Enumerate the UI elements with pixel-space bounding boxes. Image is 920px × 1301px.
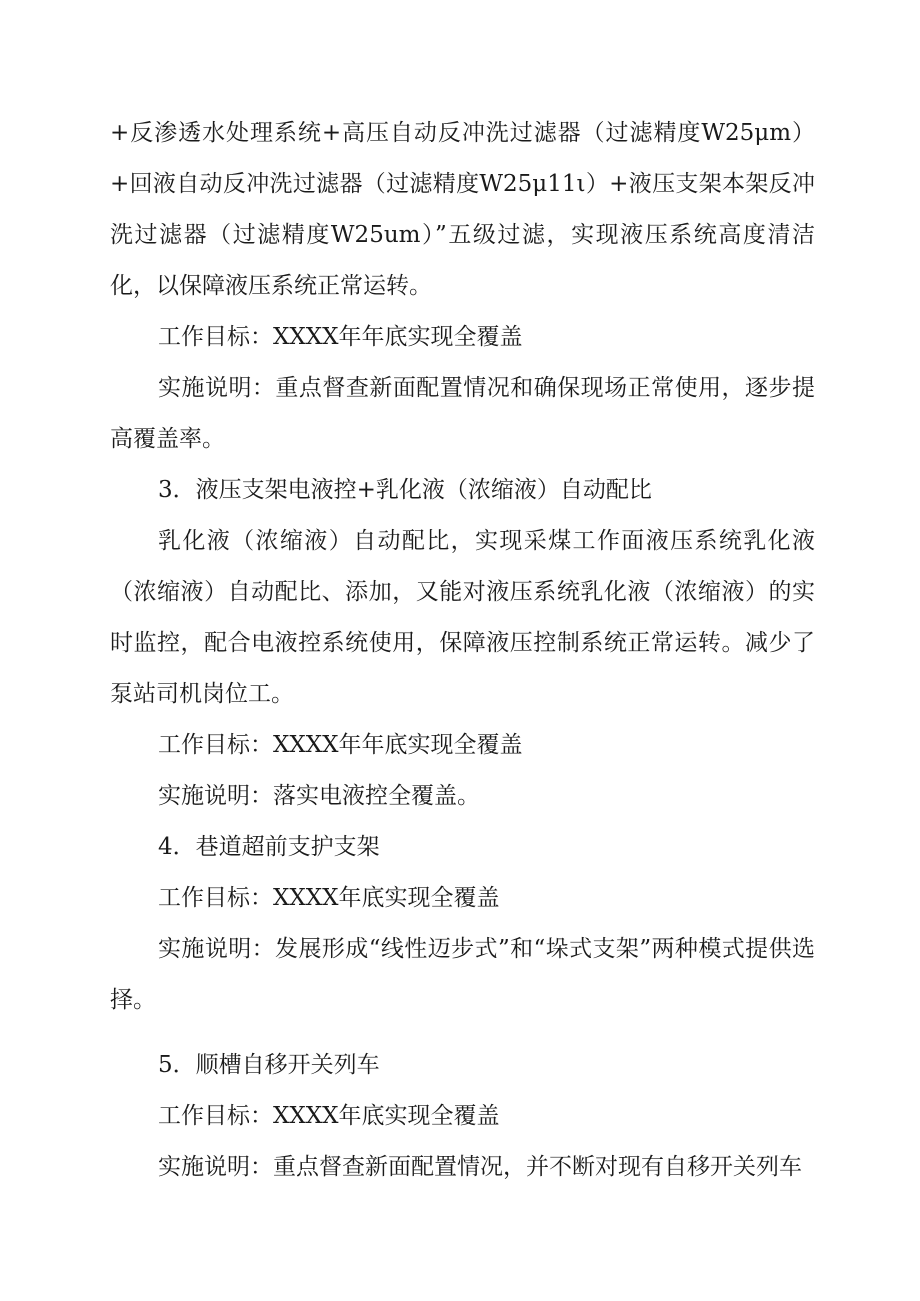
paragraph-note-1: 实施说明：重点督查新面配置情况和确保现场正常使用，逐步提高覆盖率。	[110, 375, 815, 452]
paragraph-note-2: 实施说明：落实电液控全覆盖。	[158, 783, 480, 809]
paragraph-emulsion-ratio: 乳化液（浓缩液）自动配比，实现采煤工作面液压系统乳化液（浓缩液）自动配比、添加，又能对液压系统乳化液（浓缩液）的实时监控，配合电液控系统使用，保障液压控制系统正常运转。减少了泵站司机岗位工。	[110, 528, 815, 707]
paragraph-goal-4: 工作目标：XXXX年底实现全覆盖	[158, 1103, 500, 1129]
paragraph-note-4: 实施说明：重点督查新面配置情况，并不断对现有自移开关列车	[158, 1154, 802, 1180]
paragraph-goal-2: 工作目标：XXXX年年底实现全覆盖	[158, 732, 523, 758]
section-heading-4: 4．巷道超前支护支架	[158, 834, 380, 860]
document-body	[110, 108, 815, 1193]
section-heading-5: 5．顺槽自移开关列车	[158, 1052, 380, 1078]
paragraph-goal-1: 工作目标：XXXX年年底实现全覆盖	[158, 324, 523, 350]
section-heading-3: 3．液压支架电液控+乳化液（浓缩液）自动配比	[158, 477, 652, 503]
paragraph-note-3: 实施说明：发展形成“线性迈步式”和“垛式支架”两种模式提供选择。	[110, 936, 815, 1013]
paragraph-filtration-system: +反渗透水处理系统+高压自动反冲洗过滤器（过滤精度W25μm）+回液自动反冲洗过滤器（过滤精度W25μ11ι）+液压支架本架反冲洗过滤器（过滤精度W25um）”五级过滤，实现液压系统高度清洁化，以保障液压系统正常运转。	[110, 120, 815, 299]
paragraph-goal-3: 工作目标：XXXX年底实现全覆盖	[158, 885, 500, 911]
